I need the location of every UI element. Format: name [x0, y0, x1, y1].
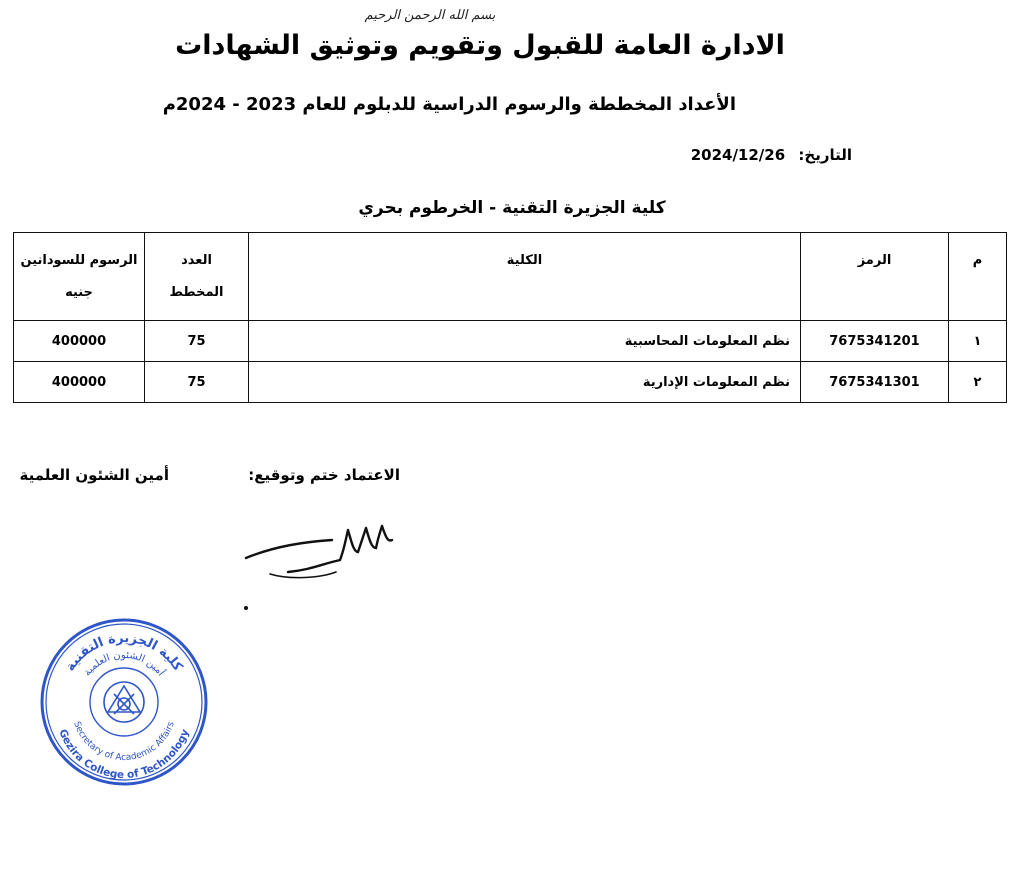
header-fees — [14, 233, 145, 321]
row-program-name: نظم المعلومات الإدارية — [249, 362, 801, 403]
ink-dot — [244, 606, 248, 610]
main-title: الادارة العامة للقبول وتقويم وتوثيق الشهادات — [175, 30, 785, 61]
date-value: 2024/12/26 — [690, 146, 786, 164]
row-code: 7675341201 — [801, 321, 949, 362]
table-row — [14, 321, 1007, 362]
stamp-arabic-line2: أمين الشئون العلمية — [81, 649, 167, 679]
row-code: 7675341301 — [801, 362, 949, 403]
table-row — [14, 362, 1007, 403]
row-fees: 400000 — [14, 362, 145, 403]
row-index: ١ — [949, 321, 1007, 362]
sub-title: الأعداد المخططة والرسوم الدراسية للدبلوم للعام 2023 - 2024م — [162, 94, 736, 115]
header-planned-line2: المخطط — [169, 285, 224, 300]
table-header-row — [14, 233, 1007, 321]
secretary-label: أمين الشئون العلمية — [19, 466, 169, 484]
row-planned: 75 — [145, 362, 249, 403]
header-code: الرمز — [801, 233, 949, 321]
stamp-english-line1: Secretary of Academic Affairs — [71, 720, 177, 764]
header-fees-line2: جنيه — [65, 285, 93, 300]
stamp-arabic-line1: كلية الجزيرة التقنية — [62, 630, 186, 675]
basmala: بسم الله الرحمن الرحيم — [364, 8, 496, 23]
college-seal-stamp — [38, 616, 210, 788]
row-fees: 400000 — [14, 321, 145, 362]
stamp-emblem — [104, 682, 144, 722]
signature — [240, 520, 400, 590]
header-fees-line1: الرسوم للسودانين — [20, 253, 138, 268]
date-row — [691, 146, 852, 164]
row-planned: 75 — [145, 321, 249, 362]
date-label: التاريخ: — [798, 146, 852, 164]
header-planned-line1: العدد — [181, 253, 212, 268]
header-planned — [145, 233, 249, 321]
header-index: م — [949, 233, 1007, 321]
stamp-english-line2: Gezira College of Technology — [56, 727, 192, 782]
programs-table — [13, 232, 1007, 403]
row-program-name: نظم المعلومات المحاسبية — [249, 321, 801, 362]
approval-label: الاعتماد ختم وتوقيع: — [248, 466, 400, 484]
college-title: كلية الجزيرة التقنية - الخرطوم بحري — [358, 198, 666, 218]
header-college: الكلية — [249, 233, 801, 321]
row-index: ٢ — [949, 362, 1007, 403]
